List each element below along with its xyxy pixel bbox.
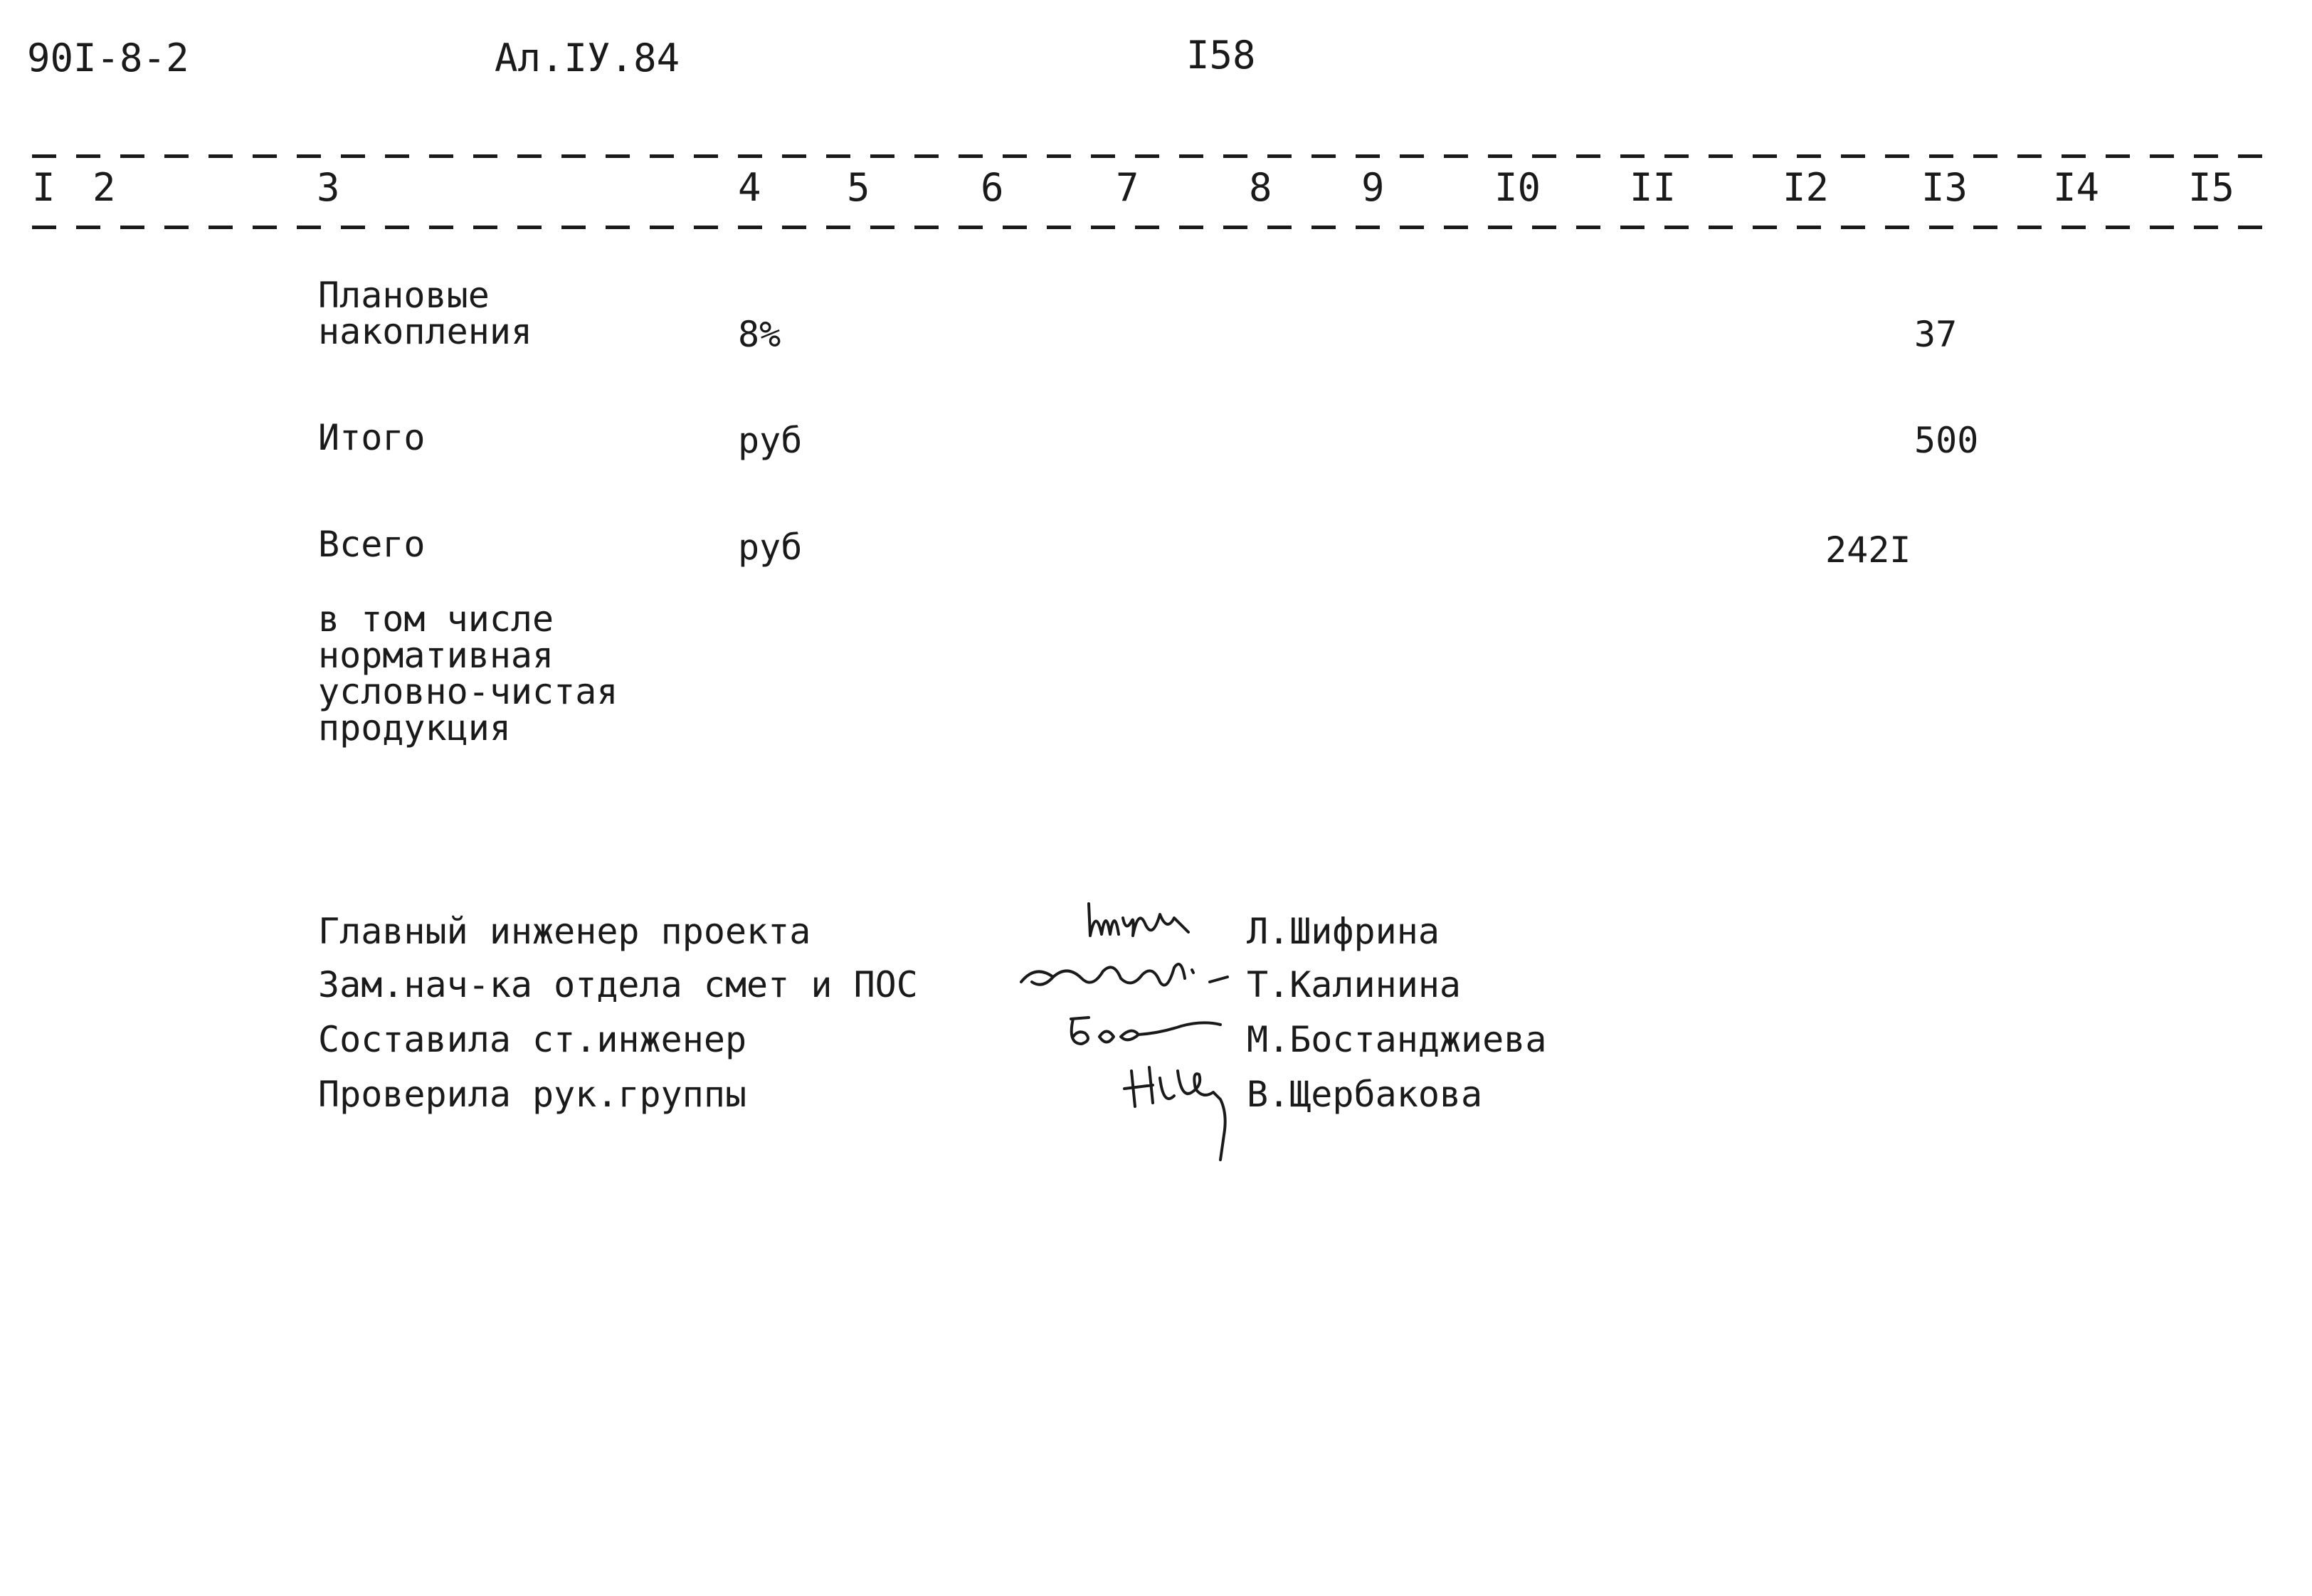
signature-mark	[1014, 950, 1242, 1000]
row-value: 242I	[1825, 529, 1911, 571]
row-value: 37	[1914, 314, 1958, 355]
row-value: 500	[1914, 420, 1979, 461]
column-header: I4	[2053, 165, 2100, 210]
column-header: I	[32, 165, 56, 210]
column-header: I5	[2188, 165, 2235, 210]
sheet-reference: Ал.IУ.84	[495, 36, 680, 80]
column-header: 6	[981, 165, 1004, 210]
row-label: Всего	[318, 524, 426, 565]
signer-name: Л.Шифрина	[1247, 911, 1440, 952]
signature-mark	[1082, 893, 1210, 950]
signature-mark	[1060, 1005, 1231, 1058]
column-header: 3	[317, 165, 340, 210]
column-header: 8	[1249, 165, 1272, 210]
signer-role: Составила ст.инженер	[318, 1019, 747, 1060]
row-label: в том числе нормативная условно-чистая продукция	[318, 598, 618, 749]
signature-mark	[1121, 1057, 1242, 1163]
signer-role: Проверила рук.группы	[318, 1074, 747, 1115]
document-code: 90I-8-2	[27, 36, 189, 80]
column-header: I3	[1921, 165, 1968, 210]
row-unit: 8%	[738, 314, 781, 355]
table-header-rule	[32, 226, 2281, 229]
row-label: Итого	[318, 417, 426, 458]
column-header: II	[1630, 165, 1677, 210]
signer-role: Зам.нач-ка отдела смет и ПОС	[318, 964, 918, 1005]
column-header: 9	[1361, 165, 1385, 210]
page-number: I58	[1186, 33, 1256, 78]
column-header: 4	[738, 165, 761, 210]
column-header: 5	[847, 165, 870, 210]
table-top-rule	[32, 154, 2281, 158]
row-unit: руб	[738, 527, 803, 568]
column-header: I2	[1783, 165, 1830, 210]
column-header: 2	[93, 165, 116, 210]
column-header: I0	[1494, 165, 1541, 210]
signer-name: Т.Калинина	[1247, 964, 1462, 1005]
signer-name: В.Щербакова	[1247, 1074, 1483, 1115]
column-header: 7	[1116, 165, 1139, 210]
signer-name: М.Бостанджиева	[1247, 1019, 1547, 1060]
signer-role: Главный инженер проекта	[318, 911, 811, 952]
row-unit: руб	[738, 420, 803, 461]
row-label: Плановые накопления	[318, 275, 533, 352]
